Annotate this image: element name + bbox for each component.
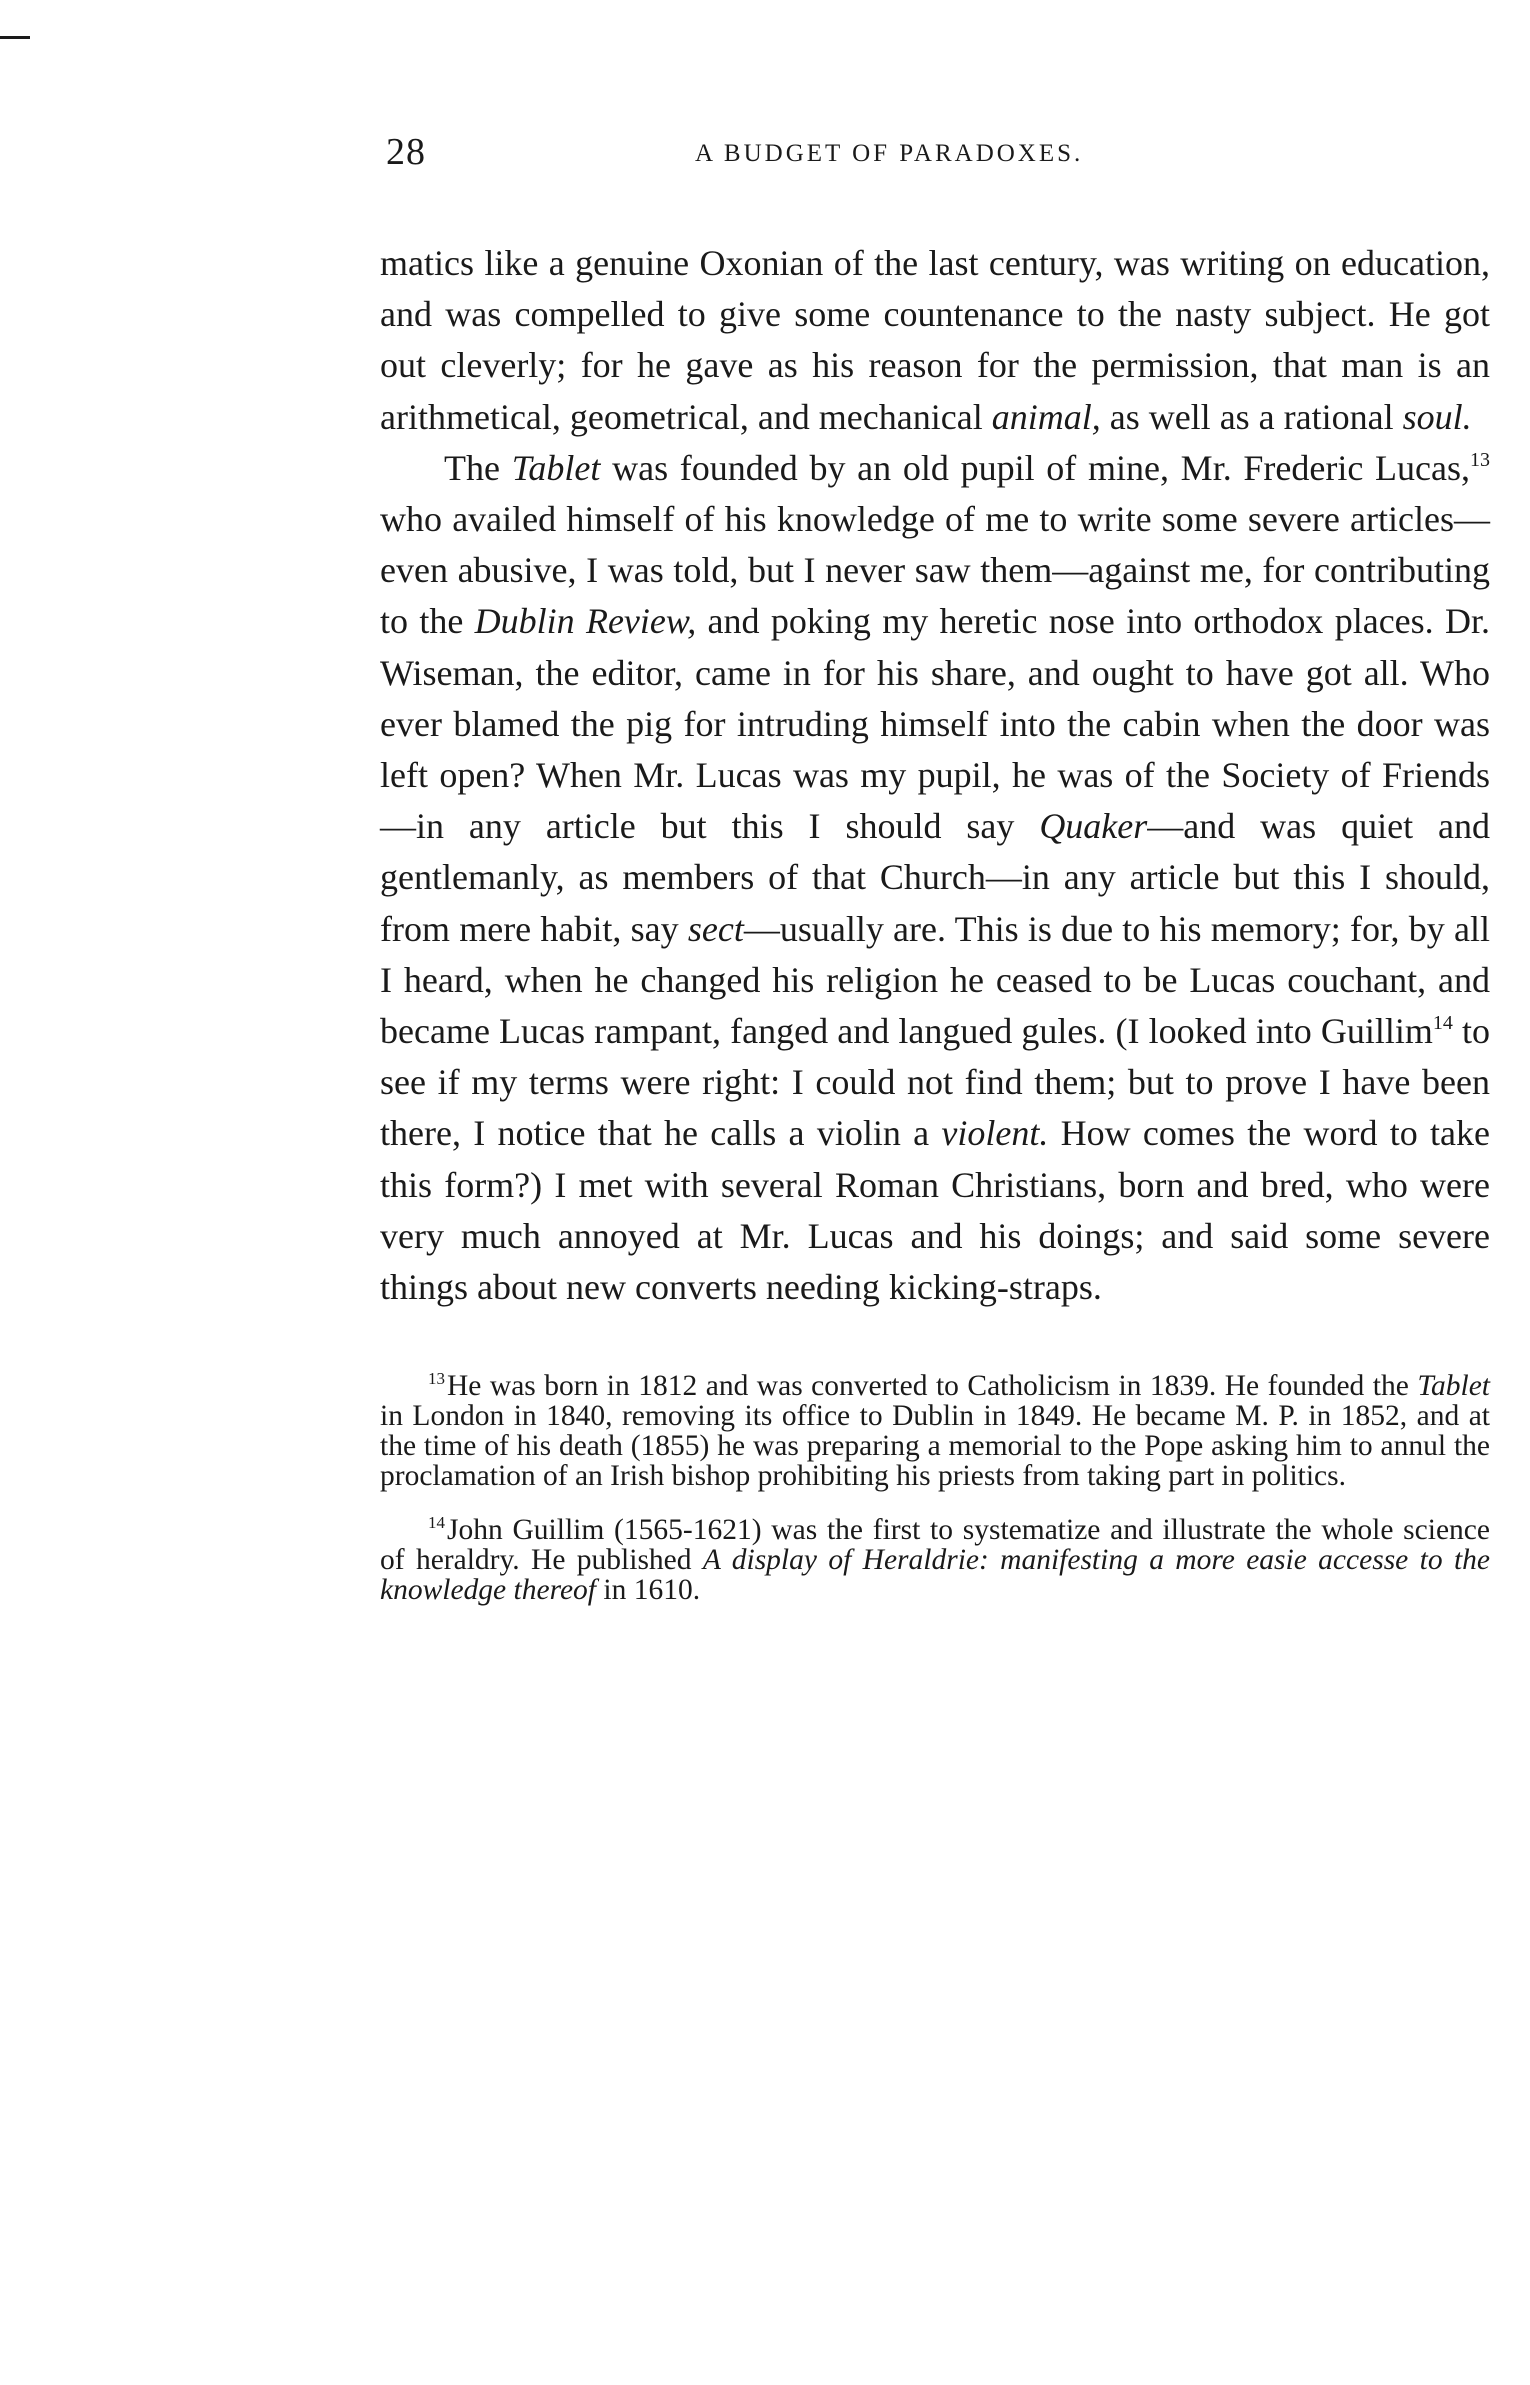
page-number: 28	[386, 131, 426, 173]
running-title: A BUDGET OF PARADOXES.	[695, 140, 1084, 167]
text-run: who availed himself of his knowledge of me to write some severe articles—even abusive, I was told, but I never saw them—against me, for contributing to the	[380, 499, 1490, 642]
text-run: in 1610.	[596, 1574, 701, 1607]
footnote-reference-13[interactable]: 13	[1470, 448, 1491, 471]
text-run: John Guillim (1565-1621) was the first to systematize and illustrate the whole science of heraldry. He published	[380, 1514, 1490, 1577]
footnote-reference-14[interactable]: 14	[1432, 1012, 1453, 1035]
book-page	[380, 130, 1490, 1629]
italic-run: A display of Heraldrie: manifesting a more easie accesse to the knowledge thereof	[380, 1544, 1490, 1607]
text-run: as well as a rational	[1100, 396, 1403, 437]
italic-run: Quaker	[1039, 806, 1148, 847]
text-run: to see if my terms were right: I could not find them; but to prove I have been there, I notice that he calls a violin a	[380, 1011, 1490, 1154]
running-head	[380, 130, 1490, 190]
text-run: and poking my heretic nose into orthodox places. Dr. Wiseman, the editor, came in for his share, and ought to have got all. Who ever blamed the pig for intruding himself into the cabin when the door was left open? When Mr. Lucas was my pupil, he was of the Society of Friends—in any article but this I should say	[380, 601, 1490, 847]
italic-run: Tablet	[511, 447, 601, 488]
text-run: was founded by an old pupil of mine, Mr. Frederic Lucas,	[600, 447, 1471, 488]
italic-run: soul.	[1402, 396, 1472, 437]
body-text	[380, 238, 1490, 1313]
italic-run: sect	[687, 908, 744, 949]
text-run: He was born in 1812 and was converted to Catholicism in 1839. He founded the	[447, 1370, 1418, 1403]
italic-run: Tablet	[1417, 1370, 1490, 1403]
text-run: How comes the word to take this form?) I met with several Roman Christians, born and bred, who were very much annoyed at Mr. Lucas and his doings; and said some severe things about new converts needing kicking-straps.	[380, 1113, 1490, 1308]
italic-run: violent.	[941, 1113, 1049, 1154]
paragraph-tablet	[380, 443, 1490, 1313]
text-run: matics like a genuine Oxonian of the last century, was writing on education, and was compelled to give some countenance to the nasty subject. He got out cleverly; for he gave as his reason for the permission, that man is an arithmetical, geometrical, and mechanical	[380, 243, 1490, 437]
footnote-mark-14: 14	[428, 1513, 445, 1533]
text-run: —usually are. This is due to his memory; for, by all I heard, when he changed his religion he ceased to be Lucas couchant, and became Lucas rampant, fanged and langued gules. (I looked into Guillim	[380, 908, 1490, 1052]
footnote-13	[380, 1371, 1490, 1491]
italic-run: animal,	[991, 396, 1101, 437]
text-run: The	[444, 447, 512, 488]
page-edge-mark	[0, 36, 30, 39]
text-run: —and was quiet and gentlemanly, as members of that Church—in any article but this I should, from mere habit, say	[380, 806, 1490, 949]
italic-run: Dublin Review,	[474, 601, 697, 642]
footnote-14	[380, 1515, 1490, 1605]
footnote-mark-13: 13	[428, 1369, 445, 1389]
paragraph-continued	[380, 238, 1490, 443]
text-run: in London in 1840, removing its office to Dublin in 1849. He became M. P. in 1852, and at the time of his death (1855) he was preparing a memorial to the Pope asking him to annul the proclamation of an Irish bishop prohibiting his priests from taking part in politics.	[380, 1400, 1490, 1493]
footnotes	[380, 1371, 1490, 1605]
